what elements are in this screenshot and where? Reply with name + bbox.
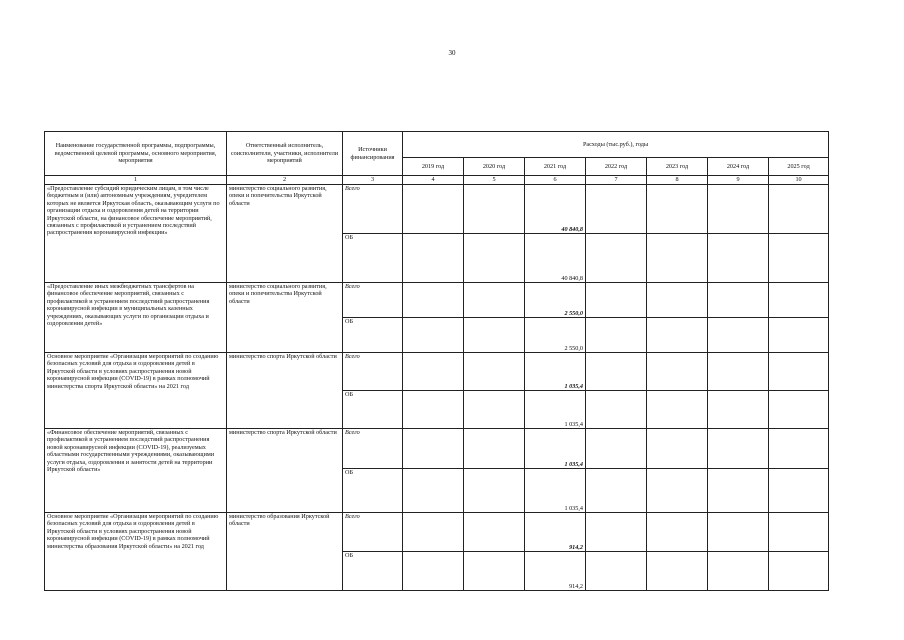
column-number: 1 [45,176,227,185]
value-2021-total: 40 840,8 [525,185,586,234]
header-year: 2021 год [525,158,586,176]
value-2021-total: 2 550,0 [525,283,586,318]
column-number: 3 [343,176,403,185]
executor-name: министерство социального развития, опеки и попечительства Иркутской области [227,185,343,283]
table-row [45,513,829,552]
source-ob: ОБ [343,391,403,429]
executor-name: министерство спорта Иркутской области [227,353,343,429]
budget-table [44,131,829,591]
header-year: 2023 год [647,158,708,176]
executor-name: министерство спорта Иркутской области [227,429,343,513]
column-number: 7 [586,176,647,185]
value-2021-total: 914,2 [525,513,586,552]
executor-name: министерство образования Иркутской области [227,513,343,591]
activity-name: Основное мероприятие «Организация мероприятий по созданию безопасных условий для отдыха и оздоровления детей в Иркутской области в условиях распространения новой коронавирусной инфекции (COVID-19) в рамках полномочий министерства спорта Иркутской области» на 2021 год [45,353,227,429]
header-executor: Ответственный исполнитель, соисполнители, участники, исполнители мероприятий [227,132,343,176]
table-body [45,185,829,591]
value-2021-total: 1 035,4 [525,429,586,469]
table-row [45,283,829,318]
column-number: 2 [227,176,343,185]
header-year: 2019 год [403,158,464,176]
activity-name: «Предоставление субсидий юридическим лицам, в том числе бюджетным и (или) автономным учреждениям, учредителем которых не является Иркутская область, оказывающим услуги по организации отдыха и оздоровления детей на территории Иркутской области, на финансовое обеспечение мероприятий, связанных с профилактикой и устранением последствий распространения коронавирусной инфекции» [45,185,227,283]
table-row [45,353,829,391]
column-number: 4 [403,176,464,185]
column-number: 5 [464,176,525,185]
value-2021-ob: 1 035,4 [525,469,586,513]
table-header [45,132,829,185]
header-expenses: Расходы (тыс.руб.), годы [403,132,829,158]
header-year: 2020 год [464,158,525,176]
value-2021-ob: 914,2 [525,552,586,591]
table-row [45,429,829,469]
page-number: 30 [448,49,456,57]
value-2021-ob: 1 035,4 [525,391,586,429]
header-name: Наименование государственной программы, подпрограммы, ведомственной целевой программы, основного мероприятия, мероприятия [45,132,227,176]
column-number: 8 [647,176,708,185]
value-2021-ob: 2 550,0 [525,318,586,353]
source-ob: ОБ [343,469,403,513]
value-2021-ob: 40 840,8 [525,234,586,283]
source-ob: ОБ [343,234,403,283]
source-ob: ОБ [343,552,403,591]
activity-name: «Финансовое обеспечение мероприятий, связанных с профилактикой и устранением последствий распространения новой коронавирусной инфекции (COVID-19), реализуемых областными государственными учреждениями, оказывающими услуги отдыха, оздоровления и занятости детей на территории Иркутской области» [45,429,227,513]
source-total: Всего [343,429,403,469]
column-number: 6 [525,176,586,185]
table-row [45,185,829,234]
column-number: 9 [708,176,769,185]
source-total: Всего [343,185,403,234]
header-year: 2025 год [769,158,829,176]
activity-name: Основное мероприятие «Организация мероприятий по созданию безопасных условий для отдыха и оздоровления детей в Иркутской области в условиях распространения новой коронавирусной инфекции (COVID-19) в рамках полномочий министерства образования Иркутской области» на 2021 год [45,513,227,591]
executor-name: министерство социального развития, опеки и попечительства Иркутской области [227,283,343,353]
header-year: 2022 год [586,158,647,176]
source-total: Всего [343,353,403,391]
header-year: 2024 год [708,158,769,176]
header-source: Источники финансирования [343,132,403,176]
source-total: Всего [343,513,403,552]
value-2021-total: 1 035,4 [525,353,586,391]
source-ob: ОБ [343,318,403,353]
activity-name: «Предоставление иных межбюджетных трансфертов на финансовое обеспечение мероприятий, связанных с профилактикой и устранением последствий распространения коронавирусной инфекции в муниципальных казенных учреждениях, оказывающих услуги по организации отдыха и оздоровления детей» [45,283,227,353]
column-number: 10 [769,176,829,185]
source-total: Всего [343,283,403,318]
